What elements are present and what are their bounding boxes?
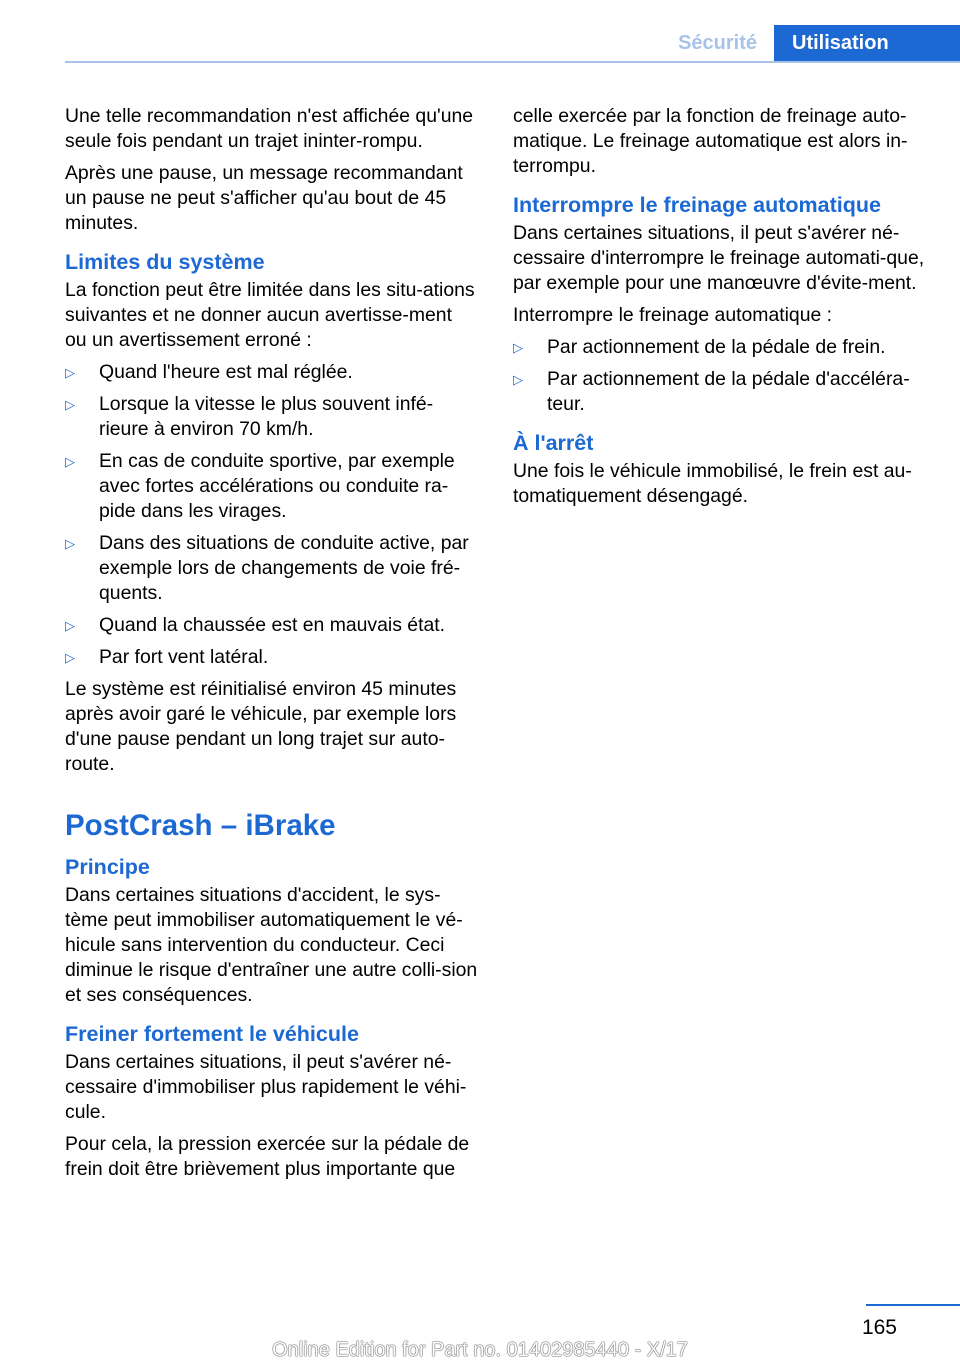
list-item-text: Par fort vent latéral. bbox=[99, 646, 269, 668]
list-item bbox=[65, 449, 478, 524]
list-item-text: En cas de conduite sportive, par exemple avec fortes accélérations ou conduite ra‐pide dans les virages. bbox=[99, 450, 455, 522]
right-column bbox=[513, 104, 926, 516]
list-item bbox=[65, 613, 478, 638]
paragraph: Une telle recommandation n'est affichée qu'une seule fois pendant un trajet ininter‐rompu. bbox=[65, 105, 474, 152]
header-divider bbox=[65, 61, 960, 63]
paragraph: Après une pause, un message recommandant un pause ne peut s'afficher qu'au bout de 45 minutes. bbox=[65, 162, 463, 234]
paragraph: La fonction peut être limitée dans les situ‐ations suivantes et ne donner aucun avertisse‐ment ou un avertissement erroné : bbox=[65, 279, 475, 351]
triangle-right-icon: ▷ bbox=[65, 454, 75, 469]
paragraph: Dans certaines situations, il peut s'avérer né‐cessaire d'immobiliser plus rapidement le véhi‐cule. bbox=[65, 1051, 467, 1123]
heading-principe: Principe bbox=[65, 855, 150, 879]
triangle-right-icon: ▷ bbox=[65, 536, 75, 551]
tab-utilisation: Utilisation bbox=[774, 25, 960, 61]
heading-postcrash: PostCrash – iBrake bbox=[65, 809, 336, 842]
paragraph: Interrompre le freinage automatique : bbox=[513, 304, 833, 326]
list-item-text: Par actionnement de la pédale d'accéléra‐teur. bbox=[547, 368, 910, 415]
heading-limites: Limites du système bbox=[65, 250, 265, 274]
paragraph: Dans certaines situations d'accident, le sys‐tème peut immobiliser automatiquement le vé‐hicule sans intervention du conducteur. Ceci diminue le risque d'entraîner une autre colli‐sion et ses conséquences. bbox=[65, 884, 478, 1006]
heading-freiner: Freiner fortement le véhicule bbox=[65, 1022, 359, 1046]
header-tabs bbox=[661, 25, 960, 61]
list-item-text: Quand l'heure est mal réglée. bbox=[99, 361, 353, 383]
triangle-right-icon: ▷ bbox=[65, 397, 75, 412]
paragraph: Pour cela, la pression exercée sur la pédale de frein doit être brièvement plus importante que bbox=[65, 1133, 470, 1180]
paragraph: Une fois le véhicule immobilisé, le frein est au‐tomatiquement désengagé. bbox=[513, 460, 912, 507]
left-column bbox=[65, 104, 478, 1189]
list-item-text: Par actionnement de la pédale de frein. bbox=[547, 336, 886, 358]
paragraph: Le système est réinitialisé environ 45 minutes après avoir garé le véhicule, par exemple lors d'une pause pendant un long trajet sur auto‐route. bbox=[65, 678, 457, 775]
footer-divider bbox=[866, 1304, 960, 1306]
triangle-right-icon: ▷ bbox=[65, 650, 75, 665]
heading-interrompre: Interrompre le freinage automatique bbox=[513, 193, 881, 217]
list-item bbox=[65, 360, 478, 385]
list-item bbox=[513, 367, 926, 417]
tab-securite: Sécurité bbox=[661, 25, 774, 61]
list-item-text: Lorsque la vitesse le plus souvent infé‐rieure à environ 70 km/h. bbox=[99, 393, 434, 440]
heading-arret: À l'arrêt bbox=[513, 431, 594, 455]
triangle-right-icon: ▷ bbox=[513, 340, 523, 355]
list-item bbox=[65, 645, 478, 670]
paragraph: celle exercée par la fonction de freinage auto‐matique. Le freinage automatique est alors in‐terrompu. bbox=[513, 105, 908, 177]
list-item bbox=[65, 531, 478, 606]
triangle-right-icon: ▷ bbox=[513, 372, 523, 387]
triangle-right-icon: ▷ bbox=[65, 618, 75, 633]
list-item-text: Dans des situations de conduite active, par exemple lors de changements de voie fré‐quents. bbox=[99, 532, 469, 604]
edition-footer: Online Edition for Part no. 01402985440 - X/17 bbox=[272, 1339, 688, 1361]
list-item-text: Quand la chaussée est en mauvais état. bbox=[99, 614, 446, 636]
triangle-right-icon: ▷ bbox=[65, 365, 75, 380]
list-item bbox=[65, 392, 478, 442]
paragraph: Dans certaines situations, il peut s'avérer né‐cessaire d'interrompre le freinage automati‐que, par exemple pour une manœuvre d'évite‐ment. bbox=[513, 222, 925, 294]
page-number: 165 bbox=[861, 1316, 897, 1339]
list-item bbox=[513, 335, 926, 360]
